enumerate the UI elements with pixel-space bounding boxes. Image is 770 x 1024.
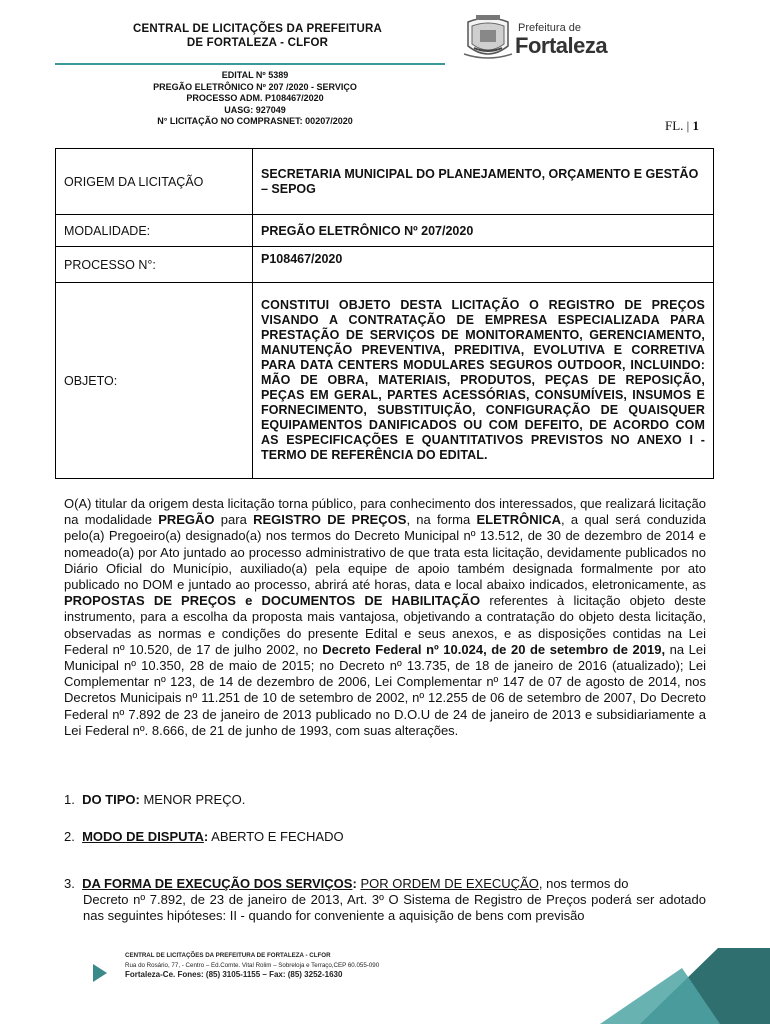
section-number: 2.: [64, 829, 75, 844]
section-value: ABERTO E FECHADO: [208, 829, 344, 844]
header-title-line1: CENTRAL DE LICITAÇÕES DA PREFEITURA: [133, 23, 382, 35]
section-number: 3.: [64, 876, 75, 891]
comprasnet-number: N° LICITAÇÃO NO COMPRASNET: 00207/2020: [157, 116, 353, 126]
footer-arrow-icon: [93, 964, 107, 982]
page-marker-label: FL. |: [665, 118, 690, 133]
modalidade-value: PREGÃO ELETRÔNICO Nº 207/2020: [253, 215, 714, 247]
edital-number: EDITAL Nº 5389: [221, 70, 289, 80]
section-value: MENOR PREÇO.: [139, 792, 246, 807]
footer-org: CENTRAL DE LICITAÇÕES DA PREFEITURA DE FORTALEZA - CLFOR: [125, 952, 331, 959]
section-number: 1.: [64, 792, 75, 807]
intro-paragraph: [64, 496, 706, 739]
intro-bold-propostas: PROPOSTAS DE PREÇOS e DOCUMENTOS DE HABILITAÇÃO: [64, 593, 481, 609]
intro-bold-pregao: PREGÃO: [158, 512, 215, 528]
intro-text: referentes à licitação objeto deste instrumento, para a escolha da proposta mais vantajosa, objetivando a contratação do objeto desta licitação, observadas as normas e condições do presente Edital e seus anexos, e as disposições contidas na Lei Federal nº 10.520, de 17 de julho 2002, no: [64, 593, 706, 657]
footer-address: Rua do Rosário, 77, - Centro – Ed.Comte. Vital Rolim – Sobreloja e Terraço,CEP 60.055-090: [125, 961, 380, 969]
logo-prefix: Prefeitura de: [518, 22, 581, 34]
header-title-line2: DE FORTALEZA - CLFOR: [186, 37, 329, 49]
intro-text: , a qual será conduzida pelo(a) Pregoeiro(a) designado(a) nos termos do Decreto Municipal nº 13.512, de 30 de dezembro de 2014 e nomeado(a) por Ato juntado ao processo administrativo de que trata esta licitação, devidamente publicados no Diário Oficial do Município, auxiliado(a) pela equipe de apoio também designada formalmente por ato publicado no DOM e juntado ao processo, abrirá até horas, data e local abaixo indicados, eletronicamente, as: [64, 512, 707, 593]
edital-info: [110, 70, 400, 128]
section-colon: :: [352, 876, 357, 891]
origem-value: SECRETARIA MUNICIPAL DO PLANEJAMENTO, ORÇAMENTO E GESTÃO – SEPOG: [253, 149, 714, 215]
objeto-value: CONSTITUI OBJETO DESTA LICITAÇÃO O REGISTRO DE PREÇOS VISANDO A CONTRATAÇÃO DE EMPRESA ESPECIALIZADA PARA PRESTAÇÃO DE SERVIÇOS DE MONITORAMENTO, GERENCIAMENTO, MANUTENÇÃO PREVENTIVA, PREDITIVA, EVOLUTIVA E CORRETIVA PARA DATA CENTERS MODULARES SEGUROS OUTDOOR, INCLUINDO: MÃO DE OBRA, MATERIAIS, PRODUTOS, PEÇAS DE REPOSIÇÃO, PEÇAS EM GERAL, PARTES ACESSÓRIAS, CONSUMÍVEIS, INSUMOS E FORNECIMENTO, SUBSTITUIÇÃO, CONFIGURAÇÃO DE QUAISQUER EQUIPAMENTOS DANIFICADOS OU COM DEFEITO, DE ACORDO COM AS ESPECIFICAÇÕES E QUANTITATIVOS PREVISTOS NO ANEXO I - TERMO DE REFERÊNCIA DO EDITAL.: [253, 283, 714, 479]
section-colon: :: [203, 829, 209, 844]
section-2: [64, 829, 344, 845]
intro-text: O(A) titular da origem desta licitação torna público, para conhecimento dos interessados, que realizará licitação na modalidade: [64, 496, 706, 528]
intro-bold-eletronica: ELETRÔNICA: [476, 512, 562, 528]
section-title: DO TIPO:: [82, 792, 140, 807]
section-underlined-text: POR ORDEM DE EXECUÇÃO: [360, 876, 539, 891]
intro-text: , na forma: [406, 512, 477, 528]
footer-decorative-shape: [600, 948, 770, 1024]
origem-label: ORIGEM DA LICITAÇÃO: [56, 149, 253, 215]
intro-text: para: [214, 512, 254, 528]
footer: [125, 951, 379, 980]
table-row: [56, 283, 714, 479]
section-text: , nos termos do: [538, 876, 629, 891]
objeto-label: OBJETO:: [56, 283, 253, 479]
uasg: UASG: 927049: [224, 104, 286, 115]
header-title: [95, 22, 420, 50]
modalidade-label: MODALIDADE:: [56, 215, 253, 247]
table-row: [56, 215, 714, 247]
section-title: MODO DE DISPUTA: [82, 829, 204, 844]
processo-label: PROCESSO N°:: [56, 247, 253, 283]
header-divider: [55, 63, 445, 65]
intro-text: na Lei Municipal nº 10.350, 28 de maio de 2015; no Decreto nº 13.735, de 18 de janeiro de 2016 (atualizado); Lei Complementar nº 123, de 14 de dezembro de 2006, Lei Complementar nº 147 de 07 de agosto de 2014, nos Decretos Municipais nº 11.251 de 10 de setembro de 2002, nº 12.255 de 06 de setembro de 2007, Do Decreto Federal nº 7.892 de 23 de janeiro de 2013 publicado no D.O.U de 24 de janeiro de 2013 e subsidiariamente a Lei Federal nº. 8.666, de 21 de junho de 1993, com suas alterações.: [64, 641, 706, 738]
footer-phones: Fortaleza-Ce. Fones: (85) 3105-1155 – Fax: (85) 3252-1630: [125, 970, 343, 979]
section-title: DA FORMA DE EXECUÇÃO DOS SERVIÇOS: [82, 876, 353, 891]
logo-city: Fortaleza: [515, 33, 608, 58]
page-number: 1: [692, 118, 700, 133]
processo-value: P108467/2020: [253, 247, 714, 283]
section-text-continued: Decreto nº 7.892, de 23 de janeiro de 2013, Art. 3º O Sistema de Registro de Preços poderá ser adotado nas seguintes hipóteses: II - quando for conveniente a aquisição de bens com previsão: [83, 892, 706, 924]
table-row: [56, 149, 714, 215]
page-marker: [665, 118, 699, 134]
table-row: [56, 247, 714, 283]
section-1: [64, 792, 245, 808]
intro-bold-decreto: Decreto Federal nº 10.024, de 20 de setembro de 2019,: [322, 641, 666, 657]
pregao-number: PREGÃO ELETRÔNICO Nº 207 /2020 - SERVIÇO: [153, 81, 357, 92]
processo-adm: PROCESSO ADM. P108467/2020: [186, 93, 324, 103]
section-3: [64, 876, 706, 925]
intro-bold-registro: REGISTRO DE PREÇOS: [253, 512, 407, 528]
info-table: [55, 148, 714, 479]
